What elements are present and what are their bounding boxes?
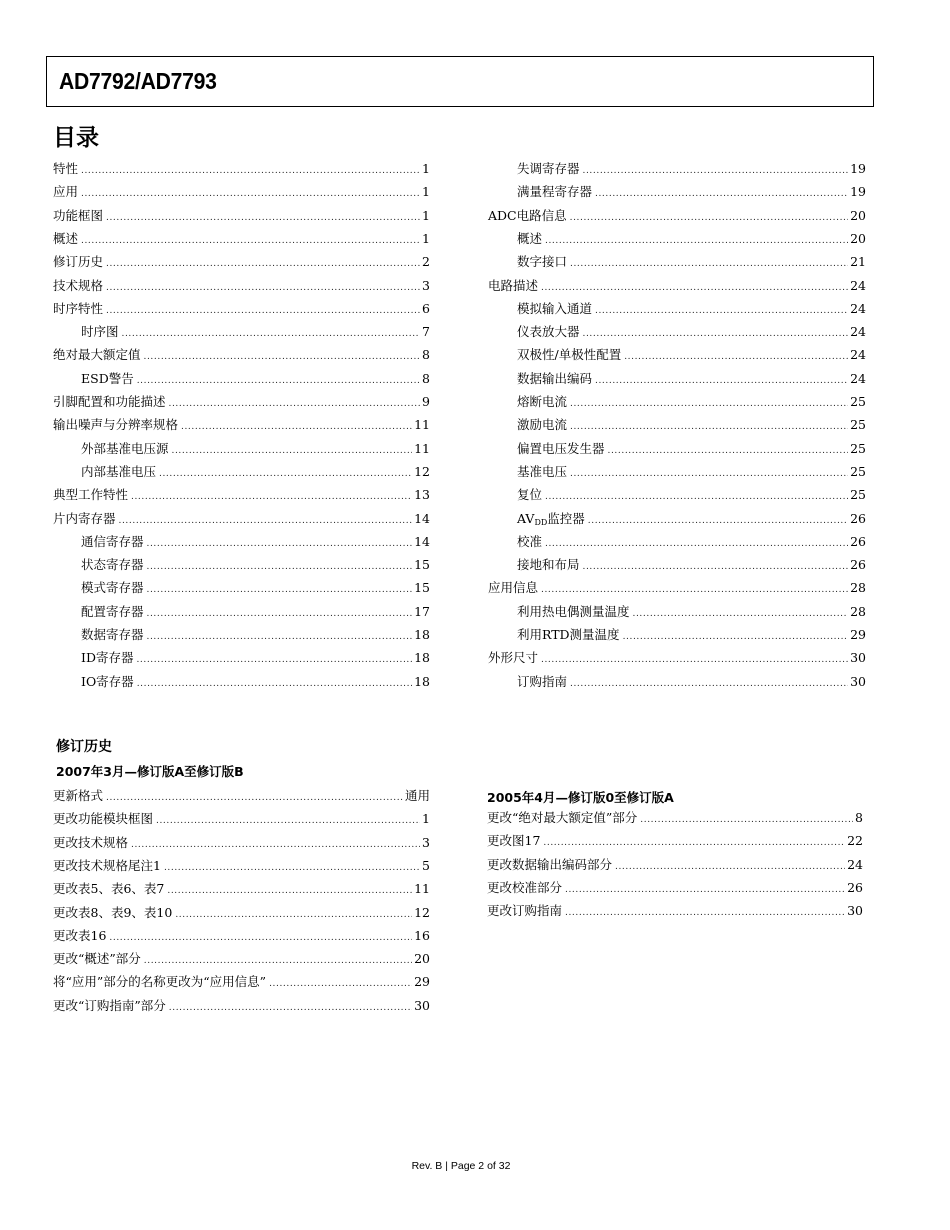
dot-leader (106, 301, 420, 321)
toc-entry-page: 25 (850, 417, 866, 433)
toc-entry-page: 26 (847, 879, 863, 895)
toc-entry-page: 11 (414, 881, 430, 897)
toc-entry-label: 复位 (517, 487, 543, 503)
toc-entry-page: 14 (414, 533, 430, 549)
toc-entry[interactable] (81, 462, 430, 482)
toc-entry-page: 22 (847, 833, 863, 849)
toc-entry-page: 24 (850, 324, 866, 340)
dot-leader (583, 161, 849, 181)
toc-entry-label: 更改技术规格尾注1 (53, 857, 161, 873)
toc-entry-label: 数据输出编码 (517, 370, 593, 386)
dot-leader (570, 254, 848, 274)
dot-leader (147, 580, 413, 600)
toc-entry-label: 内部基准电压 (81, 463, 157, 479)
toc-entry-page: 13 (414, 487, 430, 503)
toc-entry-label: 更改表8、表9、表10 (53, 904, 173, 920)
page-footer: Rev. B | Page 2 of 32 (411, 1160, 511, 1172)
toc-entry[interactable] (487, 831, 863, 851)
dot-leader (545, 231, 848, 251)
dot-leader (623, 627, 849, 647)
toc-entry-label: 片内寄存器 (53, 510, 116, 526)
dot-leader (175, 905, 412, 925)
toc-entry-label: 更改图17 (487, 833, 541, 849)
rev-a-heading: 2005年4月—修订版0至修订版A (487, 790, 674, 805)
dot-leader (545, 534, 848, 554)
dot-leader (81, 231, 420, 251)
dot-leader (595, 371, 848, 391)
toc-entry-label: 更改数据输出编码部分 (487, 856, 613, 872)
toc-entry[interactable] (53, 485, 430, 505)
toc-entry-label: 更改表16 (53, 927, 107, 943)
dot-leader (106, 278, 420, 298)
toc-entry[interactable] (517, 625, 866, 645)
toc-entry-page: 30 (850, 650, 866, 666)
dot-leader (131, 487, 412, 507)
toc-entry-page: 19 (850, 184, 866, 200)
dot-leader (109, 928, 412, 948)
toc-entry-page: 8 (422, 370, 430, 386)
toc-entry-page: 24 (850, 300, 866, 316)
toc-entry-label: 更改校准部分 (487, 879, 563, 895)
toc-entry-page: 14 (414, 510, 430, 526)
toc-entry-label: 激励电流 (517, 417, 568, 433)
toc-entry[interactable] (487, 855, 863, 875)
toc-entry-label: ESD警告 (81, 370, 134, 386)
toc-entry[interactable] (53, 833, 430, 853)
dot-leader (570, 674, 848, 694)
toc-entry[interactable] (517, 555, 866, 575)
dot-leader (595, 301, 848, 321)
toc-entry[interactable] (53, 996, 430, 1016)
header-box (46, 56, 874, 107)
toc-entry[interactable] (53, 809, 430, 829)
toc-entry-label: 更改功能模块框图 (53, 811, 154, 827)
toc-entry[interactable] (53, 252, 430, 272)
dot-leader (541, 580, 848, 600)
toc-entry-page: 通用 (404, 788, 430, 803)
toc-entry-page: 30 (847, 903, 863, 919)
toc-entry-label: 满量程寄存器 (517, 184, 593, 200)
toc-entry[interactable] (81, 555, 430, 575)
toc-entry[interactable] (517, 462, 866, 482)
toc-entry[interactable] (517, 485, 866, 505)
toc-entry-page: 18 (414, 673, 430, 689)
toc-entry-page: 19 (850, 161, 866, 176)
toc-entry[interactable] (488, 276, 866, 296)
dot-leader (164, 858, 420, 878)
toc-entry-page: 28 (850, 580, 866, 596)
toc-entry[interactable] (517, 322, 866, 342)
dot-leader (545, 487, 848, 507)
toc-entry-page: 17 (414, 603, 430, 619)
toc-entry[interactable] (517, 159, 866, 179)
toc-entry-label: 接地和布局 (517, 557, 580, 573)
document-title: AD7792/AD7793 (59, 68, 217, 94)
dot-leader (147, 627, 413, 647)
dot-leader (565, 903, 845, 923)
dot-leader (169, 394, 421, 414)
toc-entry-label: 更改订购指南 (487, 903, 563, 919)
toc-entry[interactable] (488, 206, 866, 226)
toc-entry-label: 外形尺寸 (488, 650, 539, 666)
dot-leader (588, 511, 848, 531)
dot-leader (119, 511, 413, 531)
toc-entry-label: 绝对最大额定值 (53, 347, 141, 363)
toc-entry-label: 修订历史 (53, 254, 104, 270)
dot-leader (144, 951, 412, 971)
toc-entry[interactable] (53, 856, 430, 876)
toc-entry-label: 时序图 (81, 324, 119, 340)
dot-leader (137, 371, 420, 391)
toc-entry-label: ADC电路信息 (488, 207, 567, 223)
toc-entry[interactable] (81, 648, 430, 668)
toc-entry-label: 典型工作特性 (53, 487, 129, 503)
toc-entry-page: 29 (414, 974, 430, 990)
dot-leader (181, 417, 412, 437)
dot-leader (570, 208, 848, 228)
dot-leader (633, 604, 849, 624)
toc-entry-label: 概述 (53, 230, 79, 246)
toc-entry[interactable] (81, 532, 430, 552)
toc-entry[interactable] (81, 322, 430, 342)
dot-leader (269, 974, 412, 994)
toc-entry-label: 更改表5、表6、表7 (53, 881, 165, 897)
dot-leader (565, 880, 845, 900)
toc-entry-page: 8 (422, 347, 430, 363)
toc-entry[interactable] (517, 672, 866, 692)
toc-entry[interactable] (81, 578, 430, 598)
toc-entry-page: 24 (850, 370, 866, 386)
toc-entry[interactable] (488, 578, 866, 598)
toc-entry[interactable] (81, 369, 430, 389)
dot-leader (144, 347, 421, 367)
toc-entry-page: 24 (850, 277, 866, 293)
toc-entry[interactable] (53, 299, 430, 319)
toc-entry[interactable] (517, 345, 866, 365)
toc-entry-page: 1 (422, 811, 430, 827)
toc-entry-label: $AV_{DD}$监控器 (517, 510, 585, 527)
toc-entry-label: 更新格式 (53, 788, 104, 803)
toc-entry[interactable] (53, 509, 430, 529)
toc-entry[interactable] (517, 509, 866, 529)
toc-entry[interactable] (487, 901, 863, 921)
toc-entry-page: 18 (414, 650, 430, 666)
dot-leader (137, 674, 412, 694)
toc-entry-page: 8 (855, 810, 863, 825)
toc-entry[interactable] (487, 878, 863, 898)
dot-leader (156, 811, 420, 831)
toc-entry[interactable] (81, 672, 430, 692)
toc-entry-label: 偏置电压发生器 (517, 440, 605, 456)
dot-leader (106, 254, 420, 274)
toc-entry-label: 模拟输入通道 (517, 300, 593, 316)
toc-entry-page: 15 (414, 580, 430, 596)
toc-entry-page: 25 (850, 440, 866, 456)
toc-entry[interactable] (53, 972, 430, 992)
toc-entry-page: 20 (850, 207, 866, 223)
dot-leader (570, 417, 848, 437)
toc-entry-label: 熔断电流 (517, 394, 568, 409)
dot-leader (106, 208, 420, 228)
toc-entry-label: IO寄存器 (81, 673, 134, 689)
dot-leader (583, 557, 849, 577)
dot-leader (172, 441, 413, 461)
toc-entry-page: 30 (850, 673, 866, 689)
toc-entry-label: 时序特性 (53, 300, 104, 316)
toc-entry[interactable] (53, 949, 430, 969)
dot-leader (570, 394, 848, 414)
toc-entry-label: 利用RTD测量温度 (517, 627, 620, 642)
dot-leader (122, 324, 421, 344)
dot-leader (615, 857, 845, 877)
toc-entry-label: 更改“概述”部分 (53, 951, 141, 967)
toc-entry-page: 30 (414, 997, 430, 1013)
toc-entry-label: 通信寄存器 (81, 533, 144, 549)
toc-entry[interactable] (53, 415, 430, 435)
revision-history-heading: 修订历史 (56, 739, 112, 755)
toc-entry[interactable] (517, 392, 866, 412)
dot-leader (147, 604, 413, 624)
toc-entry-page: 7 (422, 324, 430, 340)
toc-entry-label: 仪表放大器 (517, 324, 580, 340)
toc-entry-page: 6 (422, 300, 430, 316)
dot-leader (81, 161, 420, 181)
toc-entry[interactable] (488, 648, 866, 668)
toc-entry-label: 双极性/单极性配置 (517, 347, 622, 363)
toc-entry-label: 配置寄存器 (81, 603, 144, 619)
toc-entry[interactable] (53, 786, 430, 806)
dot-leader (541, 650, 848, 670)
dot-leader (167, 881, 412, 901)
toc-entry-page: 11 (414, 417, 430, 433)
toc-entry-label: 应用 (53, 184, 79, 200)
toc-entry[interactable] (517, 532, 866, 552)
toc-entry[interactable] (517, 369, 866, 389)
dot-leader (147, 557, 413, 577)
toc-entry[interactable] (487, 808, 863, 828)
toc-entry-page: 26 (850, 510, 866, 526)
toc-entry-label: 应用信息 (488, 580, 539, 596)
toc-entry-page: 1 (422, 184, 430, 200)
toc-entry-page: 12 (414, 463, 430, 479)
dot-leader (570, 464, 848, 484)
dot-leader (106, 788, 403, 808)
toc-heading: 目录 (53, 125, 99, 151)
toc-entry-label: 利用热电偶测量温度 (517, 603, 630, 619)
toc-entry[interactable] (517, 415, 866, 435)
toc-entry-page: 21 (850, 254, 866, 270)
toc-entry[interactable] (53, 206, 430, 226)
toc-entry[interactable] (517, 182, 866, 202)
toc-entry-label: ID寄存器 (81, 650, 134, 666)
toc-entry-page: 18 (414, 627, 430, 642)
toc-entry[interactable] (53, 345, 430, 365)
toc-entry[interactable] (81, 625, 430, 645)
toc-entry[interactable] (517, 299, 866, 319)
toc-entry-page: 29 (850, 627, 866, 642)
toc-entry-label: 技术规格 (53, 277, 104, 293)
toc-entry-page: 25 (850, 487, 866, 503)
toc-entry[interactable] (517, 439, 866, 459)
toc-entry[interactable] (53, 926, 430, 946)
dot-leader (541, 278, 848, 298)
dot-leader (131, 835, 420, 855)
toc-entry-label: 引脚配置和功能描述 (53, 394, 166, 409)
toc-entry-label: 输出噪声与分辨率规格 (53, 417, 179, 433)
toc-entry-label: 更改技术规格 (53, 834, 129, 850)
toc-entry[interactable] (517, 229, 866, 249)
toc-entry-label: 数字接口 (517, 254, 568, 270)
toc-entry-label: 外部基准电压源 (81, 440, 169, 456)
toc-entry[interactable] (81, 602, 430, 622)
dot-leader (81, 184, 420, 204)
toc-entry-label: 数据寄存器 (81, 627, 144, 642)
toc-entry-page: 28 (850, 603, 866, 619)
toc-entry-page: 1 (422, 161, 430, 176)
toc-entry[interactable] (53, 182, 430, 202)
toc-entry-page: 3 (422, 277, 430, 293)
dot-leader (543, 833, 845, 853)
toc-entry-page: 3 (422, 834, 430, 850)
toc-entry[interactable] (53, 392, 430, 412)
toc-entry[interactable] (81, 439, 430, 459)
toc-entry-page: 12 (414, 904, 430, 920)
dot-leader (608, 441, 849, 461)
toc-entry[interactable] (53, 159, 430, 179)
toc-entry-page: 24 (847, 856, 863, 872)
toc-entry-page: 20 (850, 230, 866, 246)
toc-entry-page: 24 (850, 347, 866, 363)
toc-entry-page: 1 (422, 230, 430, 246)
dot-leader (583, 324, 849, 344)
toc-entry[interactable] (53, 879, 430, 899)
toc-entry-page: 25 (850, 463, 866, 479)
toc-entry[interactable] (517, 252, 866, 272)
toc-entry-label: 校准 (517, 533, 543, 549)
toc-entry-page: 26 (850, 533, 866, 549)
toc-entry-page: 9 (422, 394, 430, 409)
toc-entry-label: 概述 (517, 230, 543, 246)
dot-leader (595, 184, 848, 204)
toc-entry-label: 基准电压 (517, 463, 568, 479)
toc-entry-page: 16 (414, 927, 430, 943)
toc-entry-page: 26 (850, 557, 866, 573)
toc-entry[interactable] (53, 229, 430, 249)
rev-b-heading: 2007年3月—修订版A至修订版B (56, 764, 244, 779)
dot-leader (640, 810, 853, 830)
toc-entry-page: 20 (414, 951, 430, 967)
toc-entry[interactable] (53, 903, 430, 923)
toc-entry-page: 2 (422, 254, 430, 270)
toc-entry-label: 状态寄存器 (81, 557, 144, 573)
toc-entry-label: 功能框图 (53, 207, 104, 223)
dot-leader (169, 998, 412, 1018)
toc-entry-page: 15 (414, 557, 430, 573)
toc-entry-label: 更改“订购指南”部分 (53, 997, 166, 1013)
dot-leader (159, 464, 412, 484)
toc-entry[interactable] (517, 602, 866, 622)
toc-entry-label: 模式寄存器 (81, 580, 144, 596)
toc-entry-label: 更改“绝对最大额定值”部分 (487, 810, 638, 825)
dot-leader (136, 650, 412, 670)
dot-leader (147, 534, 413, 554)
toc-entry-page: 1 (422, 207, 430, 223)
toc-entry-label: 将“应用”部分的名称更改为“应用信息” (53, 974, 267, 990)
toc-entry-label: 电路描述 (488, 277, 539, 293)
toc-entry[interactable] (53, 276, 430, 296)
toc-entry-page: 25 (850, 394, 866, 409)
toc-entry-label: 失调寄存器 (517, 161, 580, 176)
toc-entry-page: 5 (422, 857, 430, 873)
toc-entry-label: 特性 (53, 161, 79, 176)
toc-entry-label: 订购指南 (517, 673, 568, 689)
dot-leader (624, 347, 848, 367)
toc-entry-page: 11 (414, 440, 430, 456)
